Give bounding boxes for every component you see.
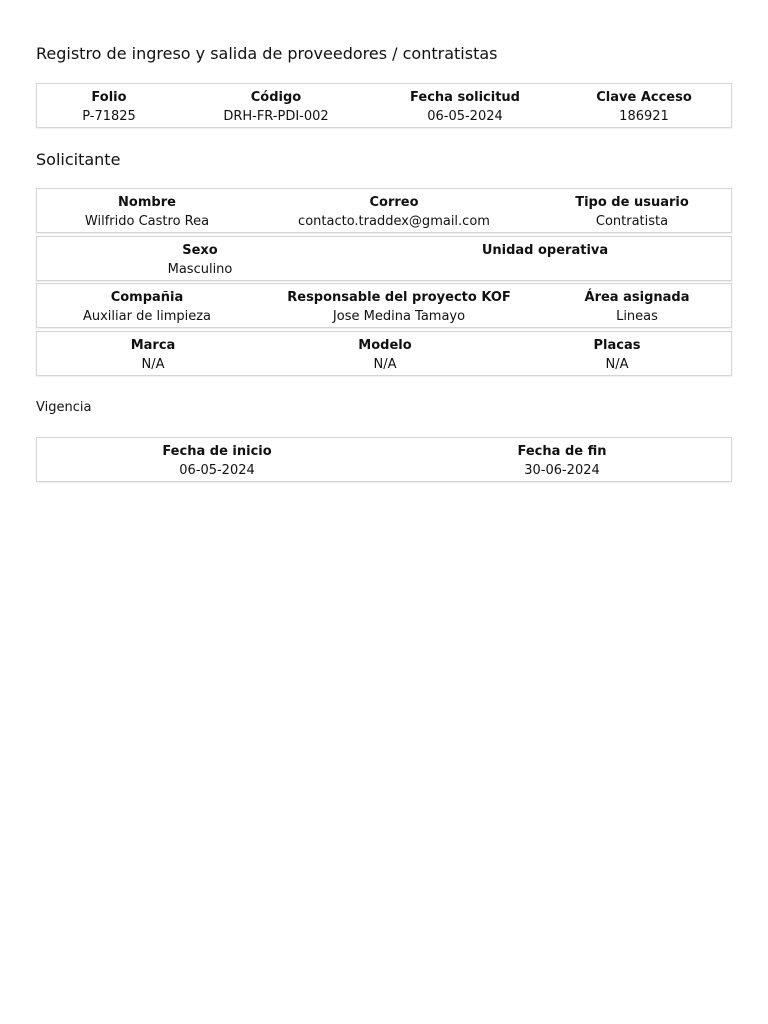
solicitante-row-2 [36, 236, 732, 281]
folio-value: P-71825 [82, 109, 136, 124]
clave-acceso-label: Clave Acceso [596, 90, 692, 105]
fecha-inicio-value: 06-05-2024 [179, 463, 255, 478]
sexo-value: Masculino [167, 262, 233, 277]
solicitante-row-3 [36, 283, 732, 328]
compania-field [83, 289, 211, 327]
compania-value: Auxiliar de limpieza [82, 309, 212, 324]
area-asignada-value: Lineas [616, 309, 658, 324]
solicitante-row-4 [36, 331, 732, 376]
compania-label: Compañia [110, 290, 184, 305]
document-title: Registro de ingreso y salida de proveedores / contratistas [36, 44, 498, 63]
responsable-label: Responsable del proyecto KOF [287, 290, 511, 305]
tipo-usuario-value: Contratista [595, 214, 669, 229]
marca-field [131, 337, 176, 375]
folio-label: Folio [91, 90, 127, 105]
area-asignada-label: Área asignada [584, 290, 690, 305]
nombre-label: Nombre [118, 195, 176, 210]
solicitante-section-title: Solicitante [36, 150, 121, 169]
nombre-value: Wilfrido Castro Rea [84, 214, 210, 229]
fecha-fin-field [518, 443, 607, 481]
fecha-inicio-field [162, 443, 271, 481]
marca-value: N/A [141, 357, 165, 372]
fecha-solicitud-value: 06-05-2024 [427, 109, 503, 124]
fecha-fin-value: 30-06-2024 [524, 463, 600, 478]
responsable-value: Jose Medina Tamayo [332, 309, 466, 324]
codigo-value: DRH-FR-PDI-002 [223, 109, 329, 124]
correo-label: Correo [369, 195, 419, 210]
sexo-field [168, 242, 233, 280]
sexo-label: Sexo [182, 243, 218, 258]
fecha-fin-label: Fecha de fin [517, 444, 607, 459]
modelo-value: N/A [373, 357, 397, 372]
fecha-solicitud-label: Fecha solicitud [410, 90, 520, 105]
area-asignada-field [585, 289, 690, 327]
vigencia-box [36, 437, 732, 482]
marca-label: Marca [130, 338, 176, 353]
correo-value: contacto.traddex@gmail.com [298, 214, 490, 229]
responsable-field [287, 289, 511, 327]
placas-field [594, 337, 641, 375]
unidad-operativa-label: Unidad operativa [481, 243, 609, 258]
codigo-field [223, 89, 328, 127]
placas-label: Placas [593, 338, 641, 353]
modelo-field [358, 337, 411, 375]
clave-acceso-field [596, 89, 692, 127]
nombre-field [85, 194, 209, 232]
vigencia-section-title: Vigencia [36, 400, 92, 415]
unidad-operativa-field [482, 242, 608, 260]
header-info-box [36, 83, 732, 128]
clave-acceso-value: 186921 [619, 109, 669, 124]
folio-field [82, 89, 136, 127]
solicitante-row-1 [36, 188, 732, 233]
fecha-inicio-label: Fecha de inicio [162, 444, 272, 459]
correo-field [298, 194, 490, 232]
modelo-label: Modelo [358, 338, 412, 353]
codigo-label: Código [250, 90, 302, 105]
placas-value: N/A [605, 357, 629, 372]
tipo-usuario-label: Tipo de usuario [575, 195, 689, 210]
fecha-solicitud-field [410, 89, 520, 127]
tipo-usuario-field [575, 194, 689, 232]
